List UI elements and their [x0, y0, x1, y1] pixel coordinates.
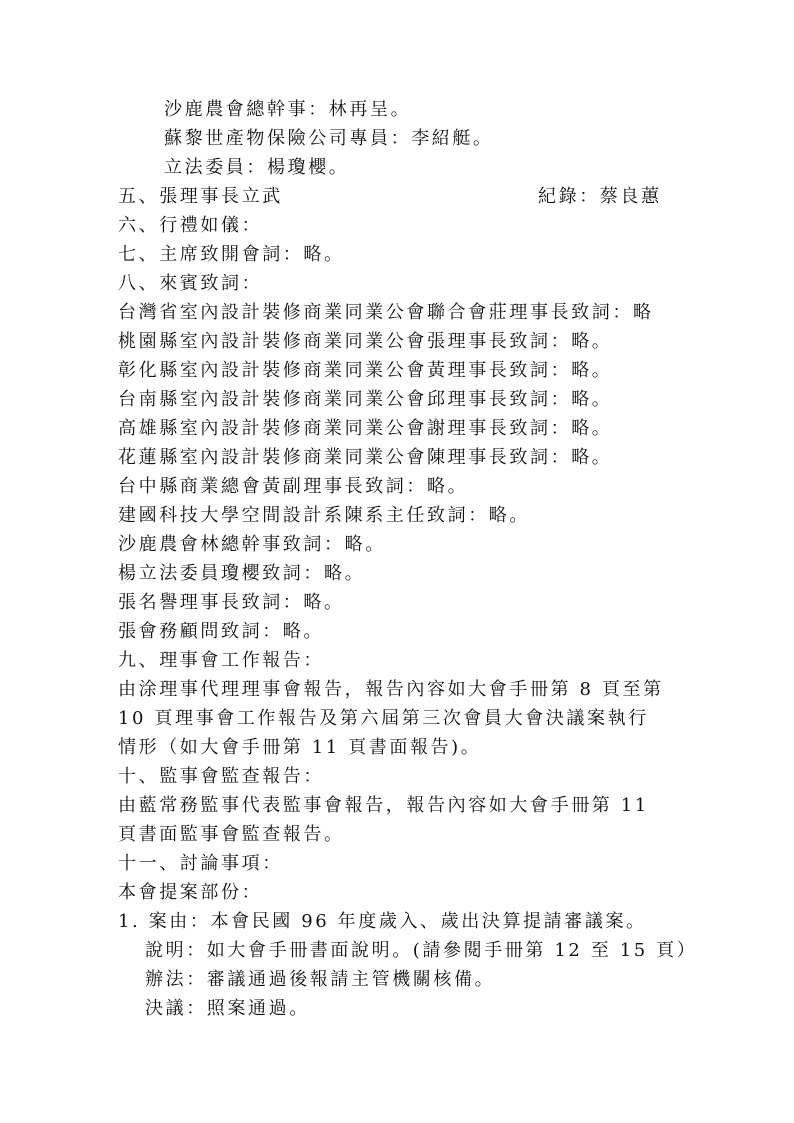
section-heading: 八、來賓致詞： — [118, 273, 263, 294]
proposal-item: 1. 案由：本會民國 96 年度歲入、歲出決算提請審議案。 — [118, 911, 647, 932]
speech-line: 台南縣室內設計裝修商業同業公會邱理事長致詞：略。 — [118, 389, 613, 410]
section-heading: 六、行禮如儀： — [118, 215, 263, 236]
report-text: 由涂理事代理理事會報告，報告內容如大會手冊第 8 頁至第 — [118, 679, 664, 700]
speech-line: 張名譽理事長致詞：略。 — [118, 592, 345, 613]
report-text: 頁書面監事會監查報告。 — [118, 824, 345, 845]
section-heading: 七、主席致開會詞：略。 — [118, 244, 345, 265]
proposal-detail: 辦法：審議通過後報請主管機關核備。 — [145, 969, 496, 990]
speech-line: 彰化縣室內設計裝修商業同業公會黃理事長致詞：略。 — [118, 360, 613, 381]
speech-line: 高雄縣室內設計裝修商業同業公會謝理事長致詞：略。 — [118, 418, 613, 439]
section-heading: 九、理事會工作報告： — [118, 650, 324, 671]
report-text: 由藍常務監事代表監事會報告，報告內容如大會手冊第 11 — [118, 795, 649, 816]
section-heading: 五、張理事長立武 — [118, 186, 283, 207]
report-text: 情形（如大會手冊第 11 頁書面報告)。 — [118, 737, 482, 758]
subsection-heading: 本會提案部份： — [118, 882, 263, 903]
proposal-detail: 說明：如大會手冊書面說明。(請參閱手冊第 12 至 15 頁） — [145, 940, 698, 961]
speech-line: 張會務顧問致詞：略。 — [118, 621, 324, 642]
attendee-line: 蘇黎世產物保險公司專員：李紹艇。 — [164, 128, 494, 149]
speech-line: 花蓮縣室內設計裝修商業同業公會陳理事長致詞：略。 — [118, 447, 613, 468]
speech-line: 楊立法委員瓊櫻致詞：略。 — [118, 563, 366, 584]
proposal-detail: 決議：照案通過。 — [145, 998, 310, 1019]
attendee-line: 沙鹿農會總幹事：林再呈。 — [164, 99, 412, 120]
speech-line: 台灣省室內設計裝修商業同業公會聯合會莊理事長致詞：略 — [118, 302, 654, 323]
section-heading: 十一、討論事項： — [118, 853, 283, 874]
speech-line: 沙鹿農會林總幹事致詞：略。 — [118, 534, 386, 555]
speech-line: 桃園縣室內設計裝修商業同業公會張理事長致詞：略。 — [118, 331, 613, 352]
speech-line: 台中縣商業總會黃副理事長致詞：略。 — [118, 476, 469, 497]
recorder-note: 紀錄：蔡良蕙 — [538, 186, 662, 207]
section-heading: 十、監事會監查報告： — [118, 766, 324, 787]
speech-line: 建國科技大學空間設計系陳系主任致詞：略。 — [118, 505, 530, 526]
report-text: 10 頁理事會工作報告及第六屆第三次會員大會決議案執行 — [118, 708, 649, 729]
attendee-line: 立法委員：楊瓊櫻。 — [164, 157, 350, 178]
